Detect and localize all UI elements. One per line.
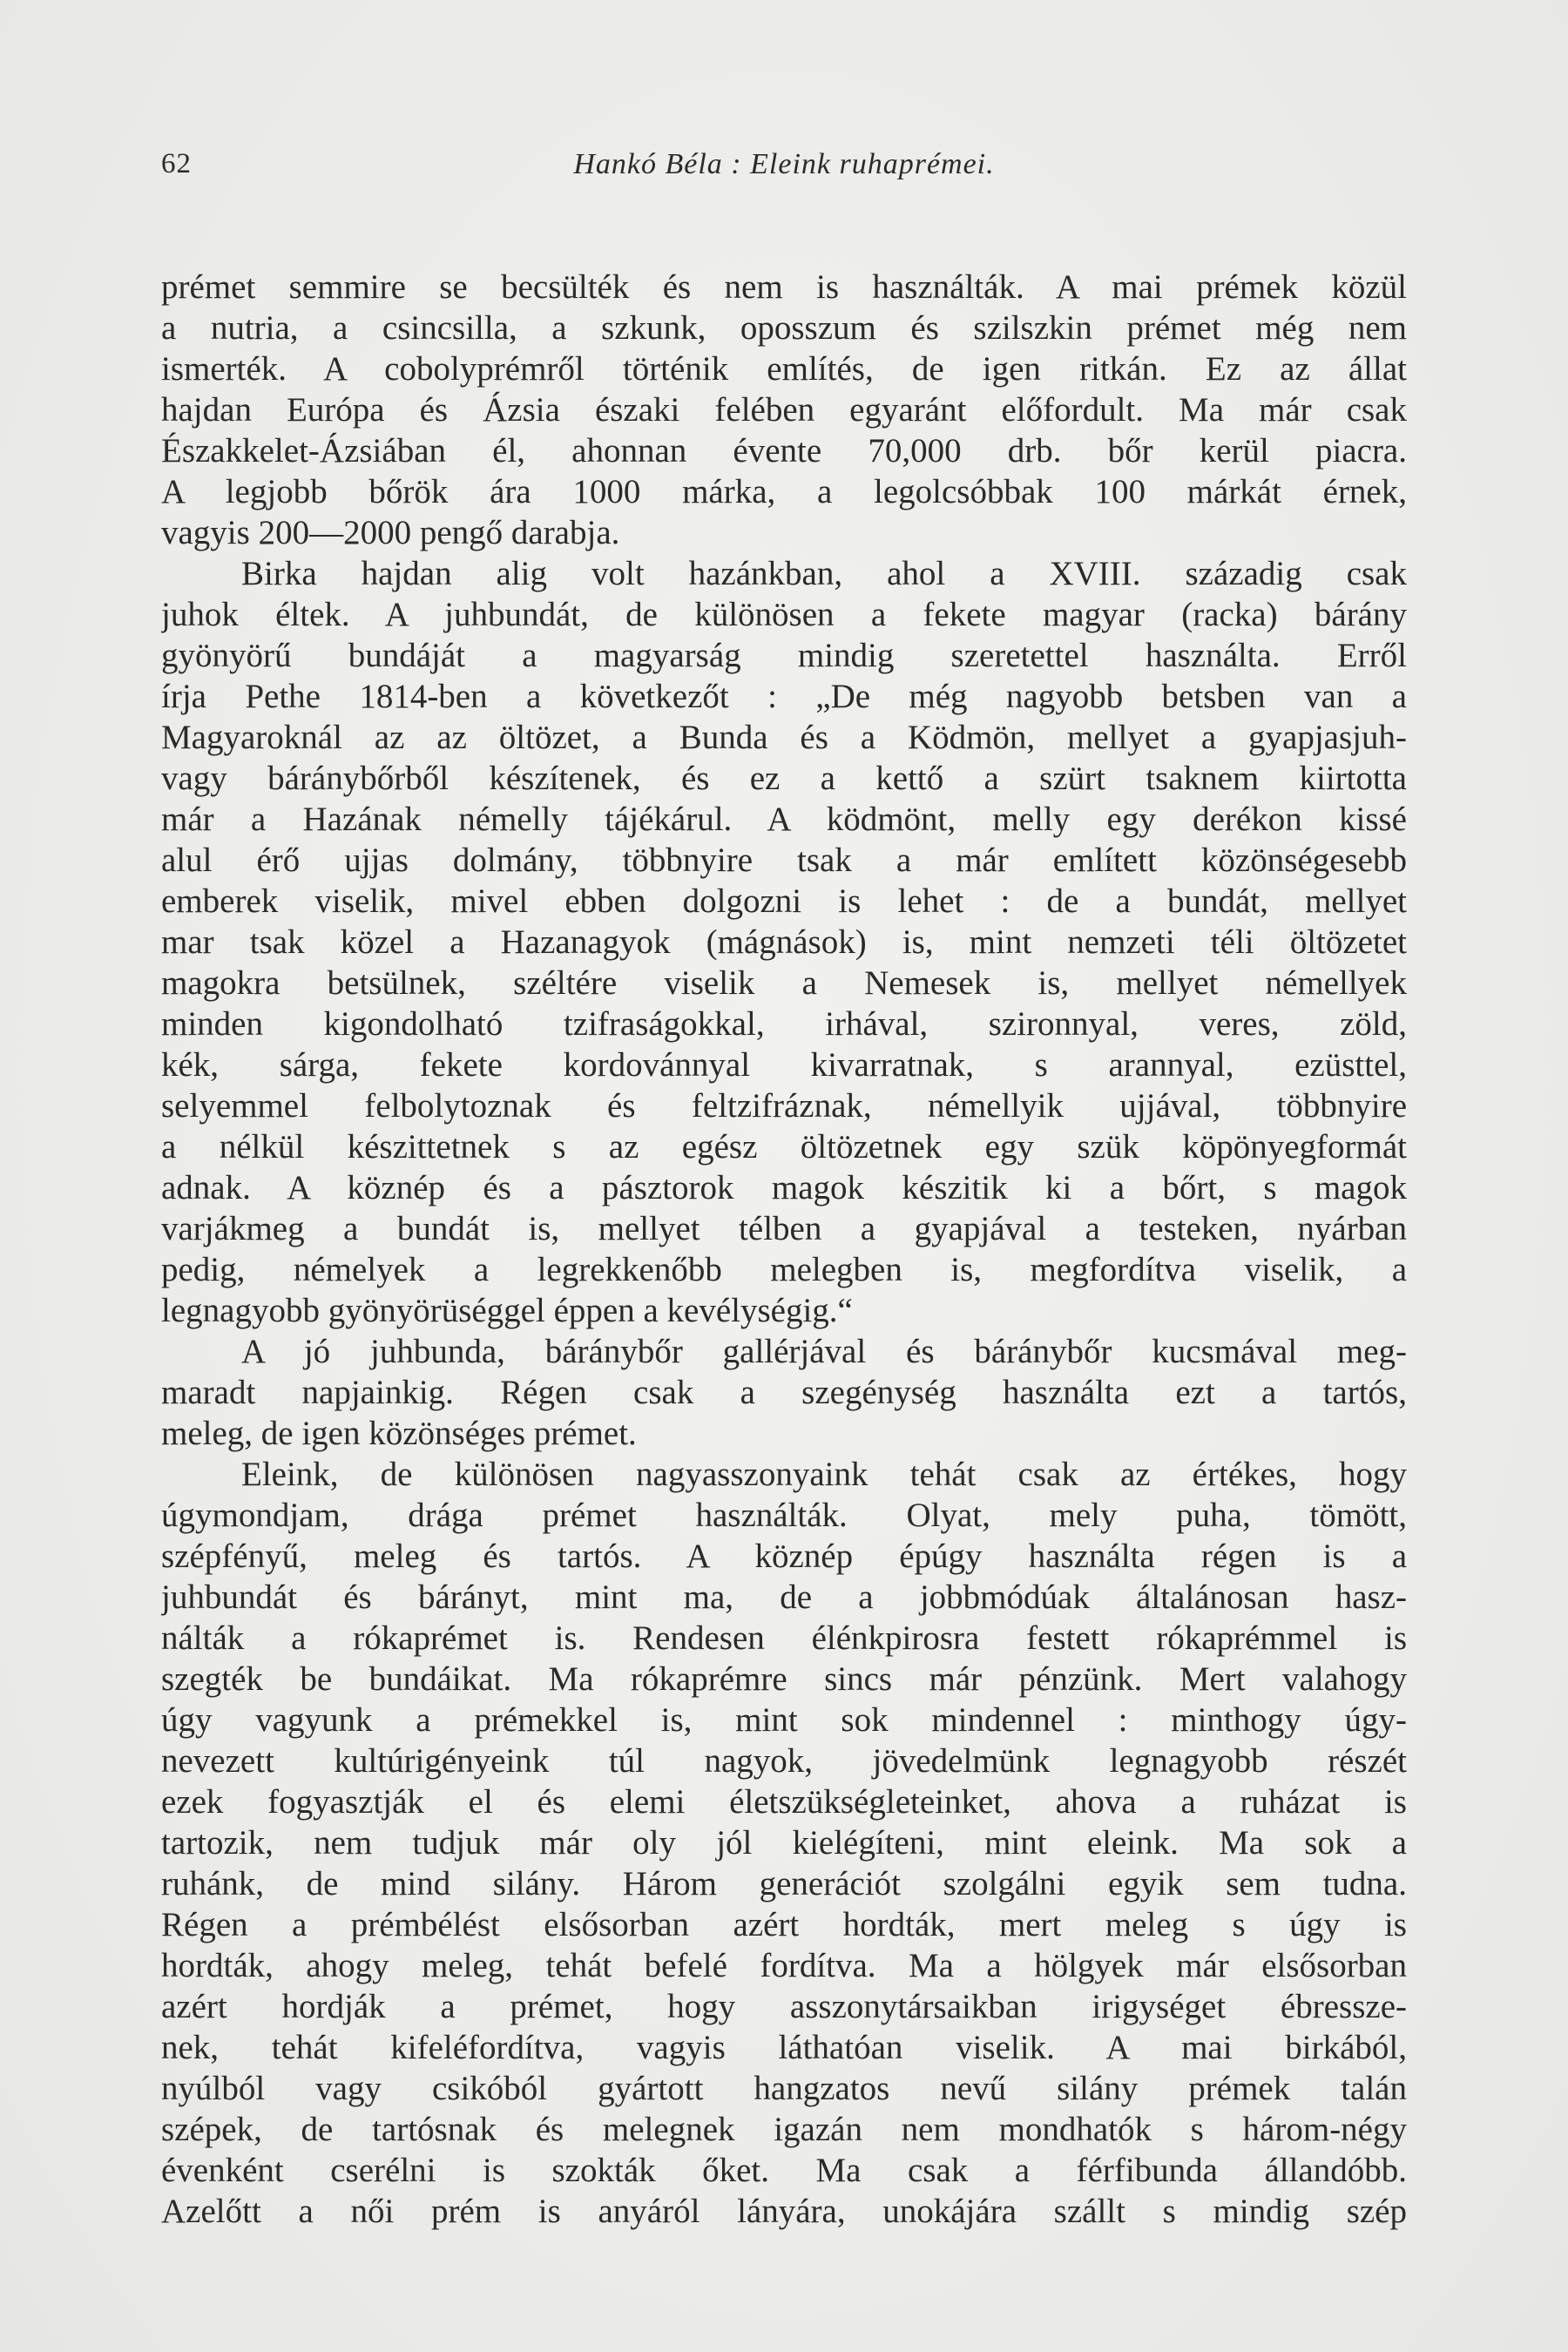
text-line: nálták a rókaprémet is. Rendesen élénkpirosra festett rókaprémmel is bbox=[161, 1619, 1407, 1657]
text-line: meleg, de igen közönséges prémet. bbox=[161, 1415, 637, 1452]
text-line: kék, sárga, fekete kordovánnyal kivarratnak, s arannyal, ezüsttel, bbox=[161, 1046, 1407, 1084]
text-line: minden kigondolható tzifraságokkal, irhával, szironnyal, veres, zöld, bbox=[161, 1005, 1407, 1043]
text-line: mar tsak közel a Hazanagyok (mágnások) is, mint nemzeti téli öltözetet bbox=[161, 923, 1407, 961]
text-line: ezek fogyasztják el és elemi életszükségleteinket, ahova a ruházat is bbox=[161, 1783, 1407, 1821]
text-line: maradt napjainkig. Régen csak a szegénység használta ezt a tartós, bbox=[161, 1374, 1407, 1411]
text-line: szépfényű, meleg és tartós. A köznép épúgy használta régen is a bbox=[161, 1538, 1407, 1575]
text-line: a nélkül készittetnek s az egész öltözetnek egy szük köpönyegformát bbox=[161, 1128, 1407, 1166]
page-header bbox=[161, 148, 1407, 200]
text-line: magokra betsülnek, széltére viselik a Nemesek is, mellyet némellyek bbox=[161, 964, 1407, 1002]
text-line: legnagyobb gyönyörüséggel éppen a kevélységig.“ bbox=[161, 1292, 853, 1329]
text-line: juhok éltek. A juhbundát, de különösen a fekete magyar (racka) bárány bbox=[161, 596, 1407, 633]
page-number: 62 bbox=[161, 148, 192, 179]
text-line: írja Pethe 1814-ben a következőt : „De még nagyobb betsben van a bbox=[161, 678, 1407, 715]
text-line: alul érő ujjas dolmány, többnyire tsak a már említett közönségesebb bbox=[161, 841, 1407, 879]
text-line: gyönyörű bundáját a magyarság mindig szeretettel használta. Erről bbox=[161, 637, 1407, 674]
text-line: Eleink, de különösen nagyasszonyaink tehát csak az értékes, hogy bbox=[241, 1456, 1407, 1493]
text-line: selyemmel felbolytoznak és feltzifráznak, némellyik ujjával, többnyire bbox=[161, 1087, 1407, 1125]
text-line: emberek viselik, mivel ebben dolgozni is lehet : de a bundát, mellyet bbox=[161, 882, 1407, 920]
text-line: vagy báránybőrből készítenek, és ez a kettő a szürt tsaknem kiirtotta bbox=[161, 760, 1407, 797]
text-line: évenként cserélni is szokták őket. Ma csak a férfibunda állandóbb. bbox=[161, 2152, 1407, 2189]
text-line: varjákmeg a bundát is, mellyet télben a gyapjával a testeken, nyárban bbox=[161, 1210, 1407, 1247]
text-line: nek, tehát kifeléfordítva, vagyis láthatóan viselik. A mai birkából, bbox=[161, 2029, 1407, 2066]
text-line: Régen a prémbélést elsősorban azért hordták, mert meleg s úgy is bbox=[161, 1906, 1407, 1943]
text-line: vagyis 200—2000 pengő darabja. bbox=[161, 514, 620, 551]
text-line: nevezett kultúrigényeink túl nagyok, jövedelmünk legnagyobb részét bbox=[161, 1742, 1407, 1780]
running-title: Hankó Béla : Eleink ruhaprémei. bbox=[573, 148, 995, 180]
text-line: tartozik, nem tudjuk már oly jól kielégíteni, mint eleink. Ma sok a bbox=[161, 1824, 1407, 1862]
text-line: úgymondjam, drága prémet használták. Olyat, mely puha, tömött, bbox=[161, 1497, 1407, 1534]
text-line: A jó juhbunda, báránybőr gallérjával és báránybőr kucsmával meg- bbox=[241, 1333, 1407, 1370]
text-line: a nutria, a csincsilla, a szkunk, oposszum és szilszkin prémet még nem bbox=[161, 309, 1407, 347]
text-line: A legjobb bőrök ára 1000 márka, a legolcsóbbak 100 márkát érnek, bbox=[161, 473, 1407, 510]
text-line: juhbundát és bárányt, mint ma, de a jobbmódúak általánosan hasz- bbox=[161, 1578, 1407, 1616]
body-text bbox=[161, 267, 1407, 2232]
text-line: hajdan Európa és Ázsia északi felében egyaránt előfordult. Ma már csak bbox=[161, 391, 1407, 429]
text-line: Magyaroknál az az öltözet, a Bunda és a Ködmön, mellyet a gyapjasjuh- bbox=[161, 719, 1407, 756]
text-line: szépek, de tartósnak és melegnek igazán nem mondhatók s három-négy bbox=[161, 2111, 1407, 2148]
text-line: azért hordják a prémet, hogy asszonytársaikban irigységet ébresszе- bbox=[161, 1988, 1407, 2025]
text-line: ruhánk, de mind silány. Három generációt szolgálni egyik sem tudna. bbox=[161, 1865, 1407, 1903]
text-line: Azelőtt a női prém is anyáról lányára, unokájára szállt s mindig szép bbox=[161, 2193, 1407, 2230]
text-line: prémet semmire se becsülték és nem is használták. A mai prémek közül bbox=[161, 268, 1407, 306]
text-line: hordták, ahogy meleg, tehát befelé fordítva. Ma a hölgyek már elsősorban bbox=[161, 1947, 1407, 1984]
text-line: ismerték. A cobolyprémről történik említés, de igen ritkán. Ez az állat bbox=[161, 350, 1407, 388]
text-line: szegték be bundáikat. Ma rókaprémre sincs már pénzünk. Mert valahogy bbox=[161, 1660, 1407, 1698]
text-line: már a Hazának némelly tájékárul. A ködmönt, melly egy derékon kissé bbox=[161, 801, 1407, 838]
text-line: úgy vagyunk a prémekkel is, mint sok mindennel : minthogy úgy- bbox=[161, 1701, 1407, 1739]
text-line: Északkelet-Ázsiában él, ahonnan évente 70,000 drb. bőr kerül piacra. bbox=[161, 432, 1407, 470]
text-line: Birka hajdan alig volt hazánkban, ahol a XVIII. századig csak bbox=[241, 555, 1407, 592]
text-line: adnak. A köznép és a pásztorok magok készitik ki a bőrt, s magok bbox=[161, 1169, 1407, 1206]
text-line: nyúlból vagy csikóból gyártott hangzatos nevű silány prémek talán bbox=[161, 2070, 1407, 2107]
text-line: pedig, némelyek a legrekkenőbb melegben is, megfordítva viselik, a bbox=[161, 1251, 1407, 1288]
